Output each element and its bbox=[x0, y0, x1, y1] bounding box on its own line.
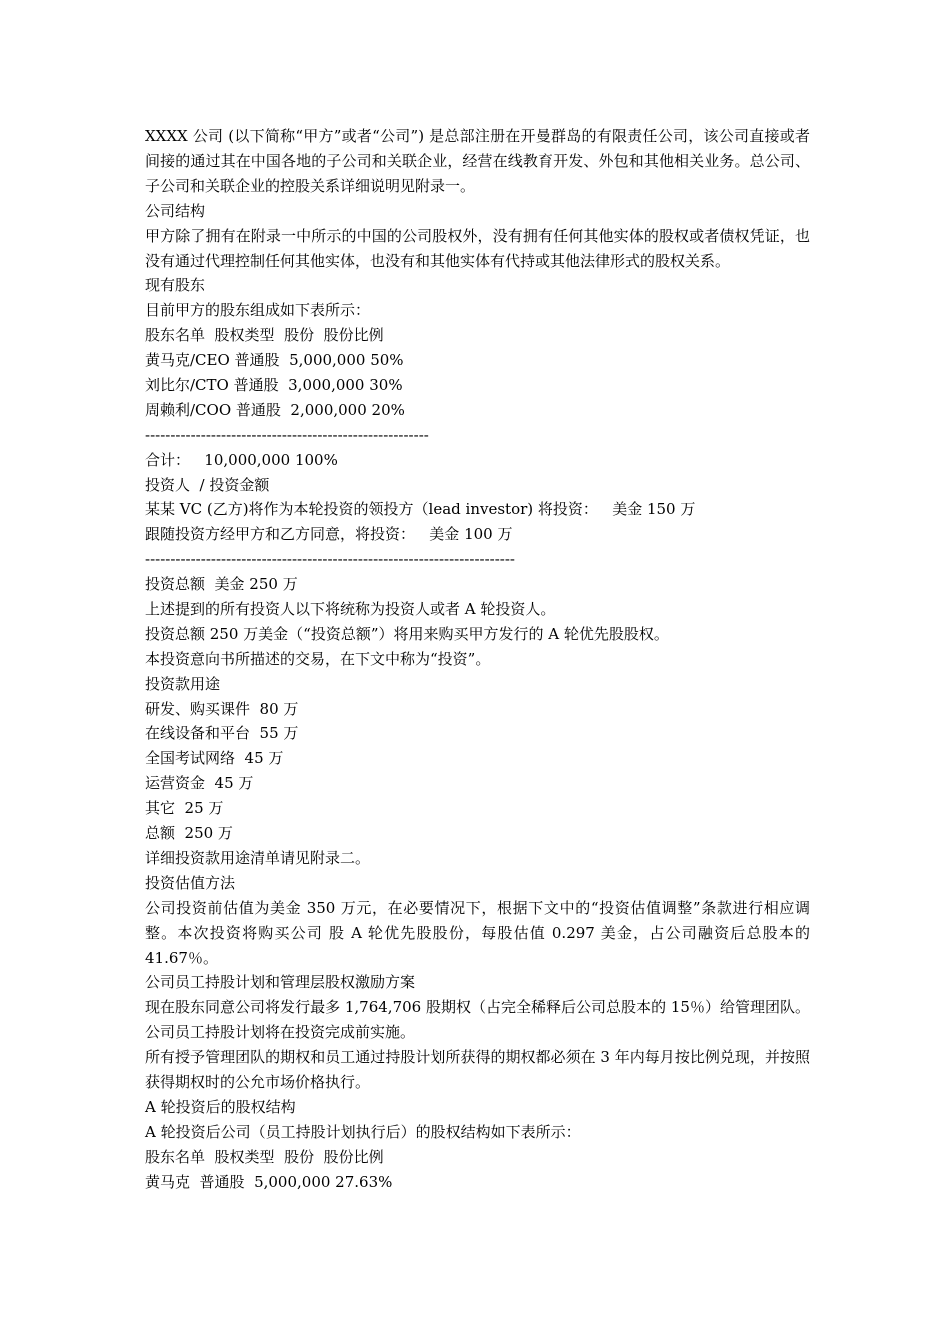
valuation-paragraph: 公司投资前估值为美金 350 万元，在必要情况下，根据下文中的“投资估值调整”条款进行相应调整。本次投资将购买公司 股 A 轮优先股股份，每股估值 0.297 美金，占公司融资后总股本的 41.67％。 bbox=[145, 898, 810, 967]
post-investment-heading: A 轮投资后的股权结构 bbox=[145, 1097, 296, 1116]
table-row: 某某 VC (乙方)将作为本轮投资的领投方（lead investor) 将投资： 美金 150 万 bbox=[145, 500, 696, 519]
use-heading: 投资款用途 bbox=[145, 674, 221, 693]
table-row: 黄马克/CEO 普通股 5,000,000 50% bbox=[145, 351, 404, 370]
shareholders-intro: 目前甲方的股东组成如下表所示： bbox=[145, 301, 371, 320]
table-header: 股东名单 股权类型 股份 股份比例 bbox=[145, 1147, 384, 1166]
list-item: 在线设备和平台 55 万 bbox=[145, 724, 299, 743]
table-total: 投资总额 美金 250 万 bbox=[145, 575, 298, 594]
esop-heading: 公司员工持股计划和管理层股权激励方案 bbox=[145, 973, 416, 992]
post-investment-table bbox=[145, 1145, 810, 1195]
list-item: 运营资金 45 万 bbox=[145, 774, 254, 793]
post-investment-intro: A 轮投资后公司（员工持股计划执行后）的股权结构如下表所示： bbox=[145, 1122, 581, 1141]
structure-paragraph: 甲方除了拥有在附录一中所示的中国的公司股权外，没有拥有任何其他实体的股权或者债权凭证，也没有通过代理控制任何其他实体，也没有和其他实体有代持或其他法律形式的股权关系。 bbox=[145, 226, 810, 270]
intro-paragraph: XXXX 公司 (以下简称“甲方”或者“公司”) 是总部注册在开曼群岛的有限责任公司，该公司直接或者间接的通过其在中国各地的子公司和关联企业，经营在线教育开发、外包和其他相关业务。总公司、子公司和关联企业的控股关系详细说明见附录一。 bbox=[145, 127, 810, 195]
table-header: 股东名单 股权类型 股份 股份比例 bbox=[145, 326, 384, 345]
structure-heading: 公司结构 bbox=[145, 201, 206, 220]
document-page bbox=[145, 124, 810, 1194]
investor-note: 上述提到的所有投资人以下将统称为投资人或者 A 轮投资人。 bbox=[145, 600, 556, 618]
shareholders-heading: 现有股东 bbox=[145, 276, 206, 295]
list-item: 全国考试网络 45 万 bbox=[145, 749, 284, 768]
table-row: 刘比尔/CTO 普通股 3,000,000 30% bbox=[145, 375, 403, 394]
list-item: 总额 250 万 bbox=[145, 824, 233, 843]
table-row: 黄马克 普通股 5,000,000 27.63% bbox=[145, 1172, 393, 1191]
list-item: 其它 25 万 bbox=[145, 799, 224, 818]
table-row: 周赖利/COO 普通股 2,000,000 20% bbox=[145, 400, 405, 419]
table-header: 投资人 / 投资金额 bbox=[145, 475, 270, 494]
shareholder-table bbox=[145, 323, 810, 472]
table-divider: ------------------------------------------------------------------------- bbox=[145, 550, 515, 569]
table-total: 合计： 10,000,000 100% bbox=[145, 450, 338, 469]
use-note: 详细投资款用途清单请见附录二。 bbox=[145, 848, 371, 867]
esop-paragraph: 所有授予管理团队的期权和员工通过持股计划所获得的期权都必须在 3 年内每月按比例兑现，并按照获得期权时的公允市场价格执行。 bbox=[145, 1048, 810, 1092]
table-divider: -------------------------------------------------------- bbox=[145, 425, 429, 444]
valuation-heading: 投资估值方法 bbox=[145, 873, 236, 892]
esop-paragraph: 现在股东同意公司将发行最多 1,764,706 股期权（占完全稀释后公司总股本的 15％）给管理团队。公司员工持股计划将在投资完成前实施。 bbox=[145, 998, 810, 1042]
table-row: 跟随投资方经甲方和乙方同意，将投资： 美金 100 万 bbox=[145, 525, 513, 544]
use-list bbox=[145, 697, 810, 846]
investor-note: 本投资意向书所描述的交易，在下文中称为“投资”。 bbox=[145, 649, 491, 668]
investor-note: 投资总额 250 万美金（“投资总额”）将用来购买甲方发行的 A 轮优先股股权。 bbox=[145, 624, 669, 643]
list-item: 研发、购买课件 80 万 bbox=[145, 699, 299, 718]
investor-table bbox=[145, 473, 810, 597]
